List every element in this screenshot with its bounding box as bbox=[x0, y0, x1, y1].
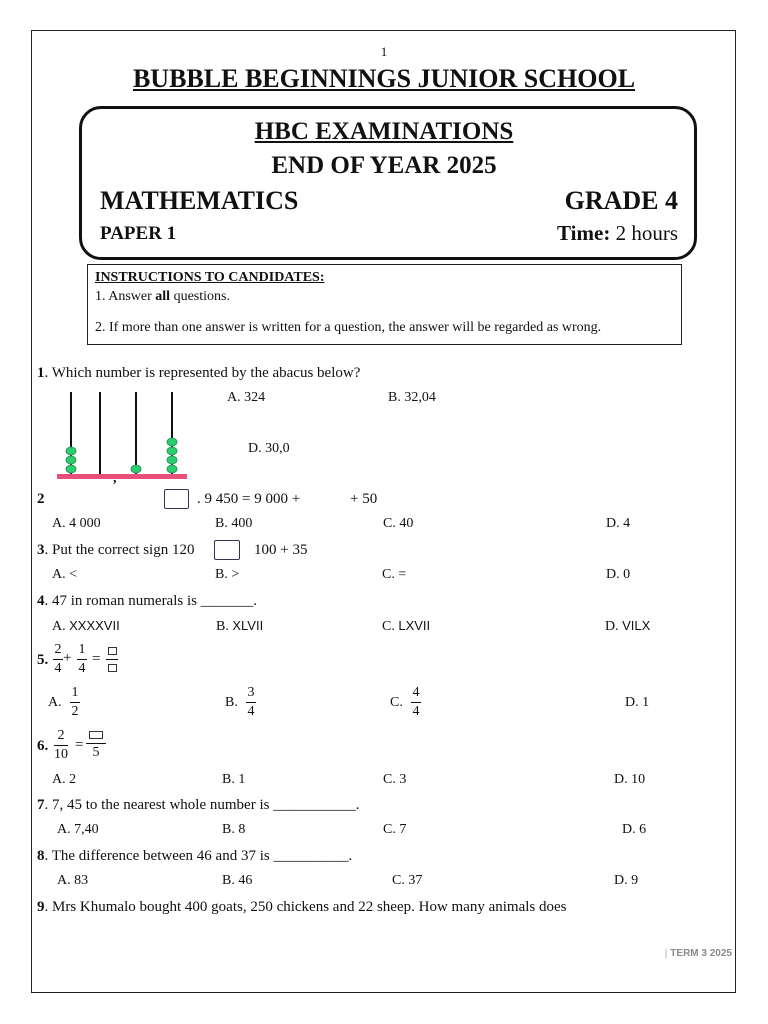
abacus-image bbox=[55, 386, 195, 486]
question-1 bbox=[37, 365, 360, 382]
abacus-bead bbox=[131, 465, 141, 473]
question-text: . 7, 45 to the nearest whole number is ___________. bbox=[44, 797, 360, 813]
fraction bbox=[411, 686, 421, 719]
question-number: 9 bbox=[37, 899, 45, 915]
question-number: 7 bbox=[37, 797, 45, 813]
exam-subtitle: END OF YEAR 2025 bbox=[271, 152, 497, 179]
abacus-mark: , bbox=[113, 471, 117, 486]
q4-option-b[interactable] bbox=[216, 618, 263, 635]
abacus-bead bbox=[167, 465, 177, 473]
q7-option-d[interactable]: D. 6 bbox=[622, 822, 647, 837]
q8-option-b[interactable]: B. 46 bbox=[222, 873, 253, 888]
abacus-base bbox=[57, 474, 187, 479]
option-value: XXXXVII bbox=[69, 618, 120, 633]
instruction-1 bbox=[95, 289, 230, 305]
q1-option-d[interactable]: D. 30,0 bbox=[248, 441, 290, 456]
option-letter: A. bbox=[52, 619, 70, 634]
abacus-bead bbox=[66, 465, 76, 473]
school-name: BUBBLE BEGINNINGS JUNIOR SCHOOL bbox=[132, 64, 636, 93]
q6-option-a[interactable]: A. 2 bbox=[52, 772, 77, 787]
fraction bbox=[246, 686, 256, 719]
numerator: 2 bbox=[57, 728, 65, 743]
question-text: . The difference between 46 and 37 is __________. bbox=[44, 848, 353, 864]
denominator: 4 bbox=[247, 704, 255, 719]
q2-option-c[interactable]: C. 40 bbox=[383, 516, 414, 531]
q6-option-c[interactable]: C. 3 bbox=[383, 772, 407, 787]
grade-label: GRADE 4 bbox=[564, 186, 678, 215]
q5-option-b[interactable]: B. bbox=[225, 695, 238, 710]
question-number: 1 bbox=[37, 365, 45, 381]
question-7 bbox=[37, 797, 359, 814]
time-value: 2 hours bbox=[610, 221, 678, 245]
instructions-title: INSTRUCTIONS TO CANDIDATES: bbox=[95, 270, 325, 285]
question-4 bbox=[37, 593, 257, 610]
question-number: 4 bbox=[37, 593, 45, 609]
question-9 bbox=[37, 899, 567, 916]
q3-option-a[interactable]: A. < bbox=[52, 567, 78, 582]
question-text: . Mrs Khumalo bought 400 goats, 250 chickens and 22 sheep. How many animals does bbox=[44, 899, 567, 915]
abacus-bead bbox=[167, 447, 177, 455]
blank-numerator-box[interactable] bbox=[89, 731, 103, 739]
question-number: 3 bbox=[37, 542, 45, 558]
q6-option-b[interactable]: B. 1 bbox=[222, 772, 246, 787]
page-number: 1 bbox=[380, 44, 388, 59]
question-number: 8 bbox=[37, 848, 45, 864]
q5-option-d[interactable]: D. 1 bbox=[625, 695, 650, 710]
q1-option-a[interactable]: A. 324 bbox=[227, 390, 266, 405]
question-text: . Put the correct sign 120 bbox=[44, 542, 195, 558]
answer-fraction-blank[interactable] bbox=[106, 645, 118, 674]
option-letter: B. bbox=[216, 619, 233, 634]
denominator: 5 bbox=[92, 745, 100, 760]
q7-option-a[interactable]: A. 7,40 bbox=[57, 822, 99, 837]
answer-fraction-blank[interactable] bbox=[86, 729, 106, 760]
subject-label: MATHEMATICS bbox=[100, 186, 299, 215]
question-number: 6 bbox=[37, 738, 45, 754]
option-value: VILX bbox=[622, 618, 651, 633]
equals-sign: = bbox=[75, 737, 84, 753]
abacus-bead bbox=[66, 456, 76, 464]
blank-numerator-box[interactable] bbox=[108, 647, 117, 655]
numerator: 1 bbox=[78, 642, 86, 657]
question-2-number bbox=[37, 491, 45, 508]
option-value: XLVII bbox=[232, 618, 264, 633]
denominator: 4 bbox=[78, 661, 86, 676]
instruction-1-prefix: 1. Answer bbox=[95, 289, 156, 304]
q7-option-c[interactable]: C. 7 bbox=[383, 822, 407, 837]
fraction bbox=[53, 643, 63, 676]
answer-blank-box[interactable] bbox=[164, 489, 189, 509]
footer-divider: | bbox=[664, 948, 668, 959]
q2-option-a[interactable]: A. 4 000 bbox=[52, 516, 101, 531]
question-3-text-end: 100 + 35 bbox=[254, 542, 308, 558]
question-6-number: 6. bbox=[37, 738, 49, 754]
q2-option-b[interactable]: B. 400 bbox=[215, 516, 253, 531]
numerator: 2 bbox=[54, 642, 62, 657]
fraction bbox=[70, 686, 80, 719]
abacus-bead bbox=[66, 447, 76, 455]
q5-option-c[interactable]: C. bbox=[390, 695, 403, 710]
exam-title: HBC EXAMINATIONS bbox=[254, 118, 514, 145]
fraction bbox=[77, 643, 87, 676]
q5-option-a[interactable]: A. bbox=[48, 695, 62, 710]
equals-sign: = bbox=[92, 651, 101, 667]
abacus-bead bbox=[167, 438, 177, 446]
instruction-2: 2. If more than one answer is written for a question, the answer will be regarded as wrong. bbox=[95, 320, 602, 335]
instruction-1-bold: all bbox=[155, 289, 171, 304]
instruction-1-suffix: questions. bbox=[170, 289, 230, 304]
question-2-text-end: + 50 bbox=[350, 491, 378, 507]
q4-option-a[interactable] bbox=[52, 618, 120, 635]
q2-option-d[interactable]: D. 4 bbox=[606, 516, 631, 531]
q8-option-c[interactable]: C. 37 bbox=[392, 873, 423, 888]
q3-option-d[interactable]: D. 0 bbox=[606, 567, 631, 582]
question-5-number: 5. bbox=[37, 652, 49, 668]
q8-option-d[interactable]: D. 9 bbox=[614, 873, 639, 888]
q4-option-c[interactable] bbox=[382, 618, 430, 635]
footer-text: TERM 3 2025 bbox=[670, 948, 732, 959]
denominator: 2 bbox=[71, 704, 79, 719]
denominator: 4 bbox=[54, 661, 62, 676]
question-text: . 47 in roman numerals is _______. bbox=[44, 593, 257, 609]
q8-option-a[interactable]: A. 83 bbox=[57, 873, 89, 888]
abacus-bead bbox=[167, 456, 177, 464]
footer-term bbox=[665, 948, 732, 959]
question-3 bbox=[37, 542, 194, 559]
answer-blank-box[interactable] bbox=[214, 540, 240, 560]
q3-option-b[interactable]: B. > bbox=[215, 567, 240, 582]
q7-option-b[interactable]: B. 8 bbox=[222, 822, 246, 837]
denominator: 10 bbox=[54, 747, 68, 762]
option-letter: C. bbox=[382, 619, 399, 634]
q4-option-d[interactable] bbox=[605, 618, 650, 635]
denominator: 4 bbox=[412, 704, 420, 719]
q1-option-b[interactable]: B. 32,04 bbox=[388, 390, 436, 405]
numerator: 4 bbox=[412, 685, 420, 700]
numerator: 1 bbox=[71, 685, 79, 700]
abacus-beads bbox=[66, 438, 177, 473]
paper-label: PAPER 1 bbox=[100, 223, 177, 244]
option-letter: D. bbox=[605, 619, 623, 634]
fraction bbox=[54, 729, 68, 762]
question-number: 2 bbox=[37, 491, 45, 507]
option-value: LXVII bbox=[398, 618, 431, 633]
question-2-text: . 9 450 = 9 000 + bbox=[197, 491, 301, 507]
time-label: Time: bbox=[557, 221, 611, 245]
blank-denominator-box[interactable] bbox=[108, 664, 117, 672]
question-number: 5 bbox=[37, 652, 45, 668]
question-text: . Which number is represented by the abacus below? bbox=[44, 365, 361, 381]
q6-option-d[interactable]: D. 10 bbox=[614, 772, 646, 787]
q3-option-c[interactable]: C. = bbox=[382, 567, 407, 582]
numerator: 3 bbox=[247, 685, 255, 700]
question-8 bbox=[37, 848, 352, 865]
plus-sign: + bbox=[63, 650, 72, 666]
time-allowed bbox=[557, 221, 678, 246]
